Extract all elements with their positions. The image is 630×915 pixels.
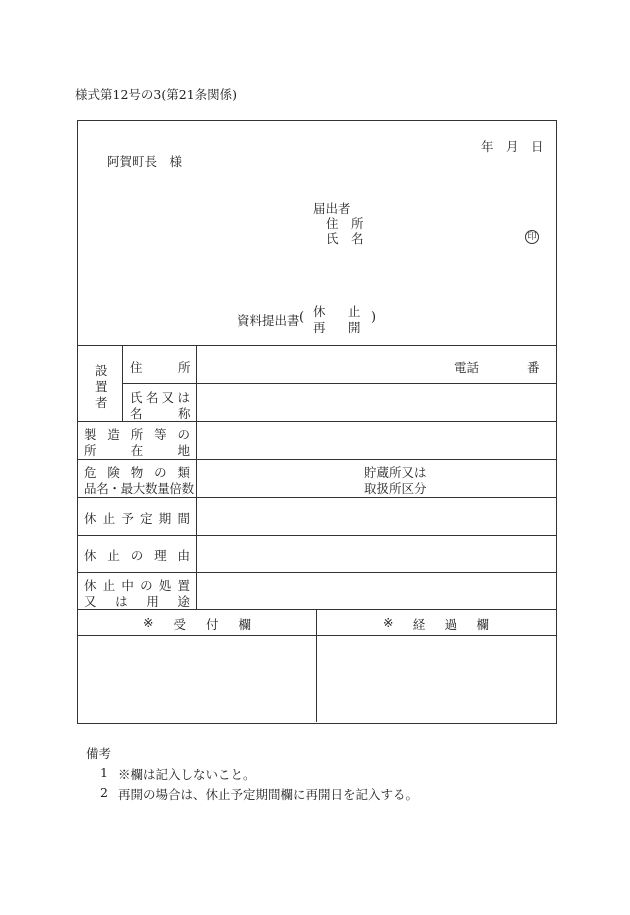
notes-heading: 備考	[86, 746, 112, 761]
installer-char-2: 置	[95, 379, 108, 394]
reason-char: 由	[177, 548, 190, 563]
disposition-char: の	[140, 578, 153, 593]
period-char: 期	[158, 511, 172, 526]
factory-char: 等	[154, 427, 167, 442]
title-close-paren: )	[371, 310, 377, 325]
installer-label	[78, 346, 122, 421]
suspension-reason-label	[84, 546, 190, 564]
factory-char: 製	[84, 427, 97, 442]
note-1-number: 1	[100, 765, 108, 780]
installer-char-3: 者	[95, 395, 108, 410]
rule-header-bottom	[78, 345, 556, 346]
disposition-label-line2	[84, 592, 190, 610]
storage-label-line1: 貯蔵所又は	[364, 465, 427, 480]
factory-char: 地	[177, 443, 190, 458]
period-char: 定	[140, 511, 153, 526]
rule-office-header-bottom	[78, 635, 556, 636]
reception-char: ※	[143, 615, 154, 630]
hazard-label-line2: 品名・最大数量倍数	[84, 481, 194, 496]
phone-label: 電話	[454, 360, 480, 375]
document-title: 資料提出書	[237, 313, 300, 328]
period-char: 予	[121, 511, 134, 526]
name-char: 氏	[130, 390, 143, 405]
name-char: 又	[161, 390, 175, 405]
rule-factory-bottom	[78, 459, 556, 460]
date-day-label: 日	[531, 139, 544, 154]
reception-char: 付	[205, 617, 219, 632]
name-label-line2-a: 名	[130, 406, 143, 421]
rule-period-bottom	[78, 535, 556, 536]
submitter-address-label: 住 所	[326, 216, 364, 231]
phone-suffix: 番	[527, 360, 540, 375]
hazard-char: 類	[177, 465, 190, 480]
title-option-suspend-a: 休	[313, 304, 326, 319]
hazard-char: 危	[84, 465, 97, 480]
name-char: は	[177, 390, 190, 405]
factory-char: の	[177, 427, 190, 442]
address-label-b: 所	[178, 360, 191, 375]
rule-office-split	[316, 610, 317, 722]
factory-char: 在	[130, 443, 144, 458]
rule-installer-col	[122, 346, 123, 421]
name-label-line2-b: 称	[178, 406, 191, 421]
addressee: 阿賀町長 様	[107, 154, 183, 169]
disposition-char: は	[115, 594, 128, 609]
reason-char: 止	[107, 548, 120, 563]
disposition-char: 途	[177, 594, 190, 609]
note-2-number: 2	[100, 785, 108, 800]
form-number-title: 様式第12号の3(第21条関係)	[75, 87, 238, 102]
disposition-char: 中	[121, 578, 134, 593]
period-char: 間	[177, 511, 190, 526]
factory-char: 所	[84, 443, 97, 458]
submitter-name-label: 氏 名	[326, 231, 364, 246]
address-label-a: 住	[130, 360, 143, 375]
rule-installer-bottom	[78, 421, 556, 422]
factory-label-line2	[84, 441, 190, 459]
reason-char: の	[130, 548, 144, 563]
title-option-suspend-b: 止	[348, 304, 361, 319]
rule-hazard-bottom	[78, 497, 556, 498]
date-month-label: 月	[506, 139, 519, 154]
factory-char: 造	[107, 427, 120, 442]
reception-char: 受	[173, 617, 186, 632]
period-char: 止	[102, 511, 116, 526]
hazard-char: 険	[107, 465, 120, 480]
hazard-char: 物	[130, 465, 144, 480]
disposition-char: 用	[146, 594, 159, 609]
date-year-label: 年	[481, 139, 494, 154]
note-2-text: 再開の場合は、休止予定期間欄に再開日を記入する。	[118, 787, 419, 802]
progress-column-header	[383, 615, 489, 633]
progress-char: 欄	[476, 617, 489, 632]
reception-column-header	[143, 615, 251, 633]
seal-mark: 印	[525, 230, 539, 244]
progress-char: 経	[412, 617, 426, 632]
title-option-resume-b: 開	[348, 320, 361, 335]
progress-char: 過	[444, 617, 458, 632]
reason-char: 休	[84, 548, 97, 563]
title-open-paren: (	[299, 310, 305, 325]
installer-char-1: 設	[95, 363, 108, 378]
disposition-char: 処	[158, 578, 172, 593]
rule-label-col	[196, 346, 197, 609]
note-1-text: ※欄は記入しないこと。	[118, 767, 256, 782]
period-char: 休	[84, 511, 97, 526]
disposition-char: 又	[84, 594, 97, 609]
disposition-char: 止	[102, 578, 116, 593]
factory-char: 所	[130, 427, 144, 442]
suspension-period-label	[84, 509, 190, 527]
disposition-char: 休	[84, 578, 97, 593]
disposition-char: 置	[177, 578, 190, 593]
rule-installer-mid	[122, 383, 556, 384]
rule-reason-bottom	[78, 572, 556, 573]
hazard-char: の	[154, 465, 167, 480]
progress-char: ※	[383, 615, 394, 630]
reason-char: 理	[154, 548, 167, 563]
storage-label-line2: 取扱所区分	[364, 481, 427, 496]
reception-char: 欄	[238, 617, 251, 632]
name-char: 名	[145, 390, 159, 405]
submitter-label: 届出者	[313, 201, 351, 216]
title-option-resume-a: 再	[313, 320, 326, 335]
